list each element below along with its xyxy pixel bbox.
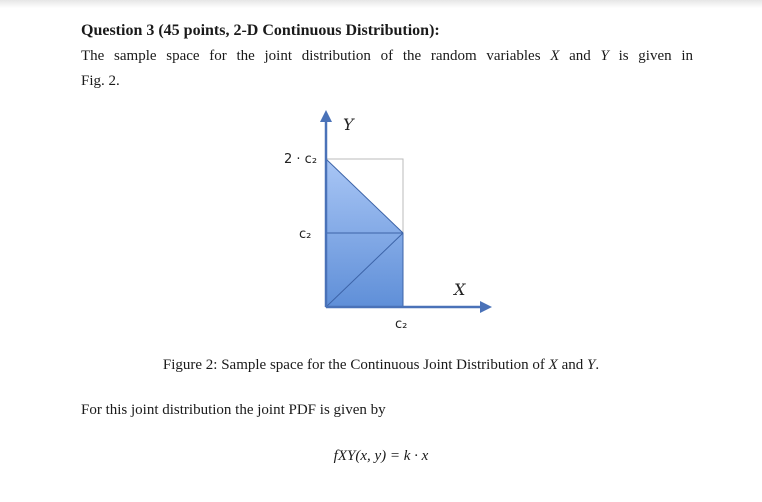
pdf-intro: For this joint distribution the joint PDF is given by	[81, 402, 386, 418]
intro-text-part1: The sample space for the joint distribution of the random variables	[81, 48, 551, 64]
caption-suffix: .	[595, 357, 600, 373]
caption-prefix: Figure 2: Sample space for the Continuous Joint Distribution of	[162, 357, 549, 373]
intro-and: and	[559, 48, 601, 64]
pdf-formula: fXY(x, y) = k · x	[333, 448, 429, 464]
caption-var-y: Y	[587, 357, 596, 373]
x-tick-label: c₂	[395, 317, 408, 332]
caption-and: and	[557, 357, 588, 373]
x-axis-label: X	[454, 280, 466, 299]
y-tick-label-mid: c₂	[299, 227, 312, 242]
figure-caption	[0, 357, 762, 374]
sample-space-figure	[270, 108, 510, 342]
x-axis-arrowhead	[480, 301, 492, 313]
page-top-shadow	[0, 0, 762, 8]
caption-var-x: X	[548, 357, 558, 373]
y-axis-label: Y	[343, 115, 354, 134]
y-tick-label-top: 2 · c₂	[284, 152, 318, 167]
y-axis-arrowhead	[320, 110, 332, 122]
var-y: Y	[600, 48, 609, 64]
question-intro-line1	[81, 48, 693, 65]
question-intro-line2: Fig. 2.	[81, 73, 120, 89]
intro-text-part2: is given in	[608, 48, 693, 64]
question-heading: Question 3 (45 points, 2-D Continuous Distribution):	[81, 22, 440, 39]
sample-space-diagram	[270, 108, 510, 338]
var-x: X	[550, 48, 560, 64]
